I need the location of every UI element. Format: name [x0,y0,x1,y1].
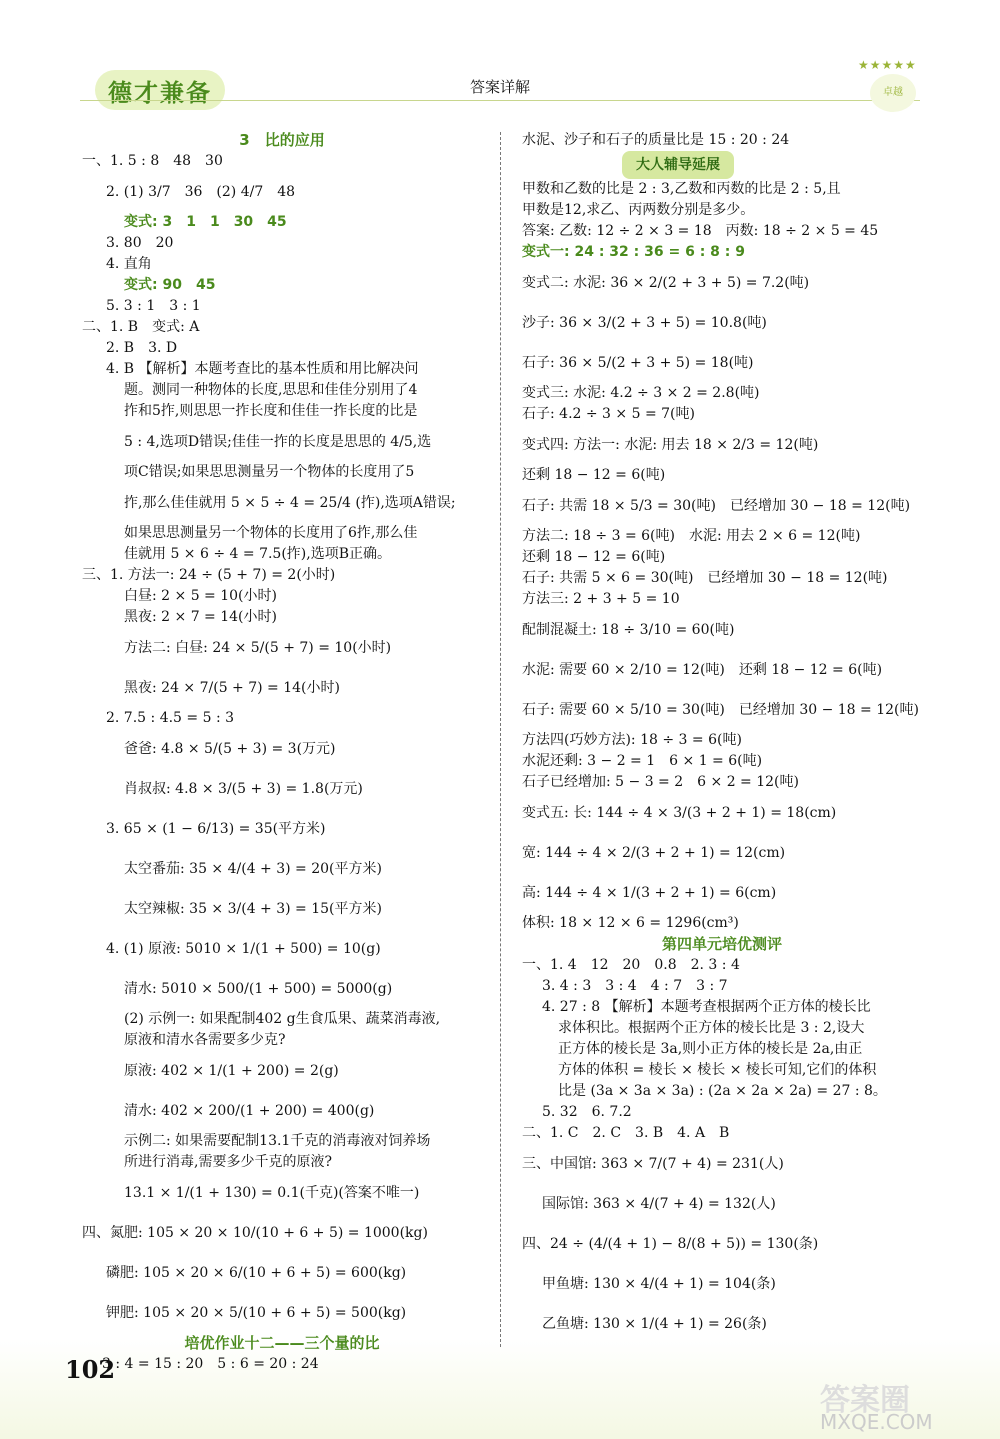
answer-line: 甲数和乙数的比是 2 : 3,乙数和丙数的比是 2 : 5,且 [522,181,841,197]
section-heading: 3 比的应用 [239,131,325,149]
answer-line: 石子: 36 × 5/(2 + 3 + 5) = 18(吨) [522,355,754,371]
answer-line: 项C错误;如果思思测量另一个物体的长度用了5 [124,464,415,480]
answer-line: 3. 65 × (1 − 6/13) = 35(平方米) [106,821,326,837]
answer-line: 肖叔叔: 4.8 × 3/(5 + 3) = 1.8(万元) [124,781,363,797]
section-heading: 第四单元培优测评 [661,935,782,953]
answer-line: 还剩 18 − 12 = 6(吨) [522,549,666,565]
answer-line: 乙鱼塘: 130 × 1/(4 + 1) = 26(条) [542,1316,767,1332]
answer-line: 太空辣椒: 35 × 3/(4 + 3) = 15(平方米) [124,901,382,917]
answer-line: 拃,那么佳佳就用 5 × 5 ÷ 4 = 25/4 (拃),选项A错误; [124,495,456,511]
section-heading: 培优作业十二——三个量的比 [184,1334,380,1352]
answer-line: 体积: 18 × 12 × 6 = 1296(cm³) [522,915,739,931]
answer-line: 钾肥: 105 × 20 × 5/(10 + 6 + 5) = 500(kg) [106,1305,407,1321]
column-divider [500,132,501,1347]
answer-line: 一、1. 5 : 8 48 30 [82,153,223,169]
answer-line: 水泥还剩: 3 − 2 = 1 6 × 1 = 6(吨) [522,753,763,769]
extension-banner [522,151,922,179]
answer-line: 原液和清水各需要多少克? [124,1032,286,1048]
answer-line: 三、1. 方法一: 24 ÷ (5 + 7) = 2(小时) [82,567,336,583]
answer-line: 高: 144 ÷ 4 × 1/(3 + 2 + 1) = 6(cm) [522,885,777,901]
running-title: 答案详解 [470,78,531,96]
answer-line: 比是 (3a × 3a × 3a) : (2a × 2a × 2a) = 27 : 8。 [558,1083,887,1099]
answer-line: 还剩 18 − 12 = 6(吨) [522,467,666,483]
answer-line: 4. 27 : 8 【解析】本题考查根据两个正方体的棱长比 [542,999,871,1015]
answer-line: 5 : 4,选项D错误;佳佳一拃的长度是思思的 4/5,选 [124,434,432,450]
variant-line: 变式三: 水泥: 4.2 ÷ 3 × 2 = 2.8(吨) [522,385,760,401]
left-column [82,130,482,1375]
answer-line: 清水: 5010 × 500/(1 + 500) = 5000(g) [124,981,393,997]
answer-line: 四、24 ÷ (4/(4 + 1) − 8/(8 + 5)) = 130(条) [522,1236,819,1252]
variant-line: 变式二: 水泥: 36 × 2/(2 + 3 + 5) = 7.2(吨) [522,275,810,291]
answer-line: 3 : 4 = 15 : 20 5 : 6 = 20 : 24 [102,1356,319,1372]
answer-line: 石子: 共需 5 × 6 = 30(吨) 已经增加 30 − 18 = 12(吨) [522,570,888,586]
variant-line: 变式一: 24 : 32 : 36 = 6 : 8 : 9 [522,244,746,260]
answer-line: 方法二: 18 ÷ 3 = 6(吨) 水泥: 用去 2 × 6 = 12(吨) [522,528,861,544]
answer-line: 白昼: 2 × 5 = 10(小时) [124,588,277,604]
answer-line: 2. B 3. D [106,340,178,356]
answer-line: 题。测同一种物体的长度,思思和佳佳分别用了4 [124,382,418,398]
answer-line: 4. B 【解析】本题考查比的基本性质和用比解决问 [106,361,419,377]
series-logo [95,70,225,110]
answer-line: 答案: 乙数: 12 ÷ 2 × 3 = 18 丙数: 18 ÷ 2 × 5 = 45 [522,223,879,239]
header-rule [80,100,920,101]
answer-line: 2. 7.5 : 4.5 = 5 : 3 [106,710,235,726]
answer-line: 求体积比。根据两个正方体的棱长比是 3 : 2,设大 [558,1020,865,1036]
answer-line: 黑夜: 24 × 7/(5 + 7) = 14(小时) [124,680,340,696]
answer-line: 拃和5拃,则思思一拃长度和佳佳一拃长度的比是 [124,403,418,419]
answer-line: 3. 80 20 [106,235,174,251]
answer-line: 石子: 需要 60 × 5/10 = 30(吨) 已经增加 30 − 18 = 12(吨) [522,702,919,718]
answer-line: 方法二: 白昼: 24 × 5/(5 + 7) = 10(小时) [124,640,392,656]
answer-line: 太空番茄: 35 × 4/(4 + 3) = 20(平方米) [124,861,382,877]
answer-line: 方体的体积 = 棱长 × 棱长 × 棱长可知,它们的体积 [558,1062,877,1078]
variant-line: 变式四: 方法一: 水泥: 用去 18 × 2/3 = 12(吨) [522,437,819,453]
answer-line: 4. 直角 [106,256,152,272]
answer-line: 石子: 4.2 ÷ 3 × 5 = 7(吨) [522,406,695,422]
answer-line: 方法四(巧妙方法): 18 ÷ 3 = 6(吨) [522,732,742,748]
answer-line: 4. (1) 原液: 5010 × 1/(1 + 500) = 10(g) [106,941,381,957]
answer-line: 5. 32 6. 7.2 [542,1104,632,1120]
answer-line: 所进行消毒,需要多少千克的原液? [124,1154,332,1170]
answer-line: 正方体的棱长是 3a,则小正方体的棱长是 2a,由正 [558,1041,863,1057]
answer-line: 甲鱼塘: 130 × 4/(4 + 1) = 104(条) [542,1276,776,1292]
watermark-url: MXQE.COM [820,1410,933,1434]
extension-label: 大人辅导延展 [622,151,734,179]
answer-line: 三、中国馆: 363 × 7/(7 + 4) = 231(人) [522,1156,784,1172]
answer-line: 配制混凝土: 18 ÷ 3/10 = 60(吨) [522,622,735,638]
answer-line: 沙子: 36 × 3/(2 + 3 + 5) = 10.8(吨) [522,315,767,331]
answer-line: 方法三: 2 + 3 + 5 = 10 [522,591,680,607]
answer-line: 石子: 共需 18 × 5/3 = 30(吨) 已经增加 30 − 18 = 12(吨) [522,498,911,514]
answer-line: 石子已经增加: 5 − 3 = 2 6 × 2 = 12(吨) [522,774,799,790]
answer-line: 一、1. 4 12 20 0.8 2. 3 : 4 [522,957,740,973]
watermark-logo: 答案圈 [820,1383,910,1418]
variant-line: 变式五: 长: 144 ÷ 4 × 3/(3 + 2 + 1) = 18(cm) [522,805,837,821]
answer-line: 如果思思测量另一个物体的长度用了6拃,那么佳 [124,525,418,541]
answer-line: 3. 4 : 3 3 : 4 4 : 7 3 : 7 [542,978,728,994]
answer-line: 2. (1) 3/7 36 (2) 4/7 48 [106,184,296,200]
answer-line: (2) 示例一: 如果配制402 g生食瓜果、蔬菜消毒液, [124,1011,441,1027]
answer-line: 原液: 402 × 1/(1 + 200) = 2(g) [124,1063,339,1079]
answer-line: 磷肥: 105 × 20 × 6/(10 + 6 + 5) = 600(kg) [106,1265,407,1281]
right-column [522,130,922,1344]
answer-line: 水泥: 需要 60 × 2/10 = 12(吨) 还剩 18 − 12 = 6(吨) [522,662,883,678]
answer-line: 国际馆: 363 × 4/(7 + 4) = 132(人) [542,1196,776,1212]
answer-line: 清水: 402 × 200/(1 + 200) = 400(g) [124,1103,375,1119]
answer-line: 佳就用 5 × 6 ÷ 4 = 7.5(拃),选项B正确。 [124,546,391,562]
badge-icon: 卓越 [870,74,916,112]
answer-line: 示例二: 如果需要配制13.1千克的消毒液对饲养场 [124,1133,431,1149]
answer-line: 二、1. C 2. C 3. B 4. A B [522,1125,730,1141]
page-number: 102 [65,1355,116,1384]
variant-line: 变式: 3 1 1 30 45 [124,214,287,230]
answer-line: 水泥、沙子和石子的质量比是 15 : 20 : 24 [522,132,790,148]
stars-icon: ★★★★★ [858,58,917,72]
answer-line: 宽: 144 ÷ 4 × 2/(3 + 2 + 1) = 12(cm) [522,845,786,861]
answer-line: 甲数是12,求乙、丙两数分别是多少。 [522,202,755,218]
logo-text: 德才兼备 [108,78,212,107]
answer-line: 5. 3 : 1 3 : 1 [106,298,201,314]
answer-line: 爸爸: 4.8 × 5/(5 + 3) = 3(万元) [124,741,336,757]
answer-line: 黑夜: 2 × 7 = 14(小时) [124,609,277,625]
answer-line: 二、1. B 变式: A [82,319,200,335]
variant-line: 变式: 90 45 [124,277,216,293]
answer-line: 13.1 × 1/(1 + 130) = 0.1(千克)(答案不唯一) [124,1185,420,1201]
answer-line: 四、氮肥: 105 × 20 × 10/(10 + 6 + 5) = 1000(kg) [82,1225,428,1241]
